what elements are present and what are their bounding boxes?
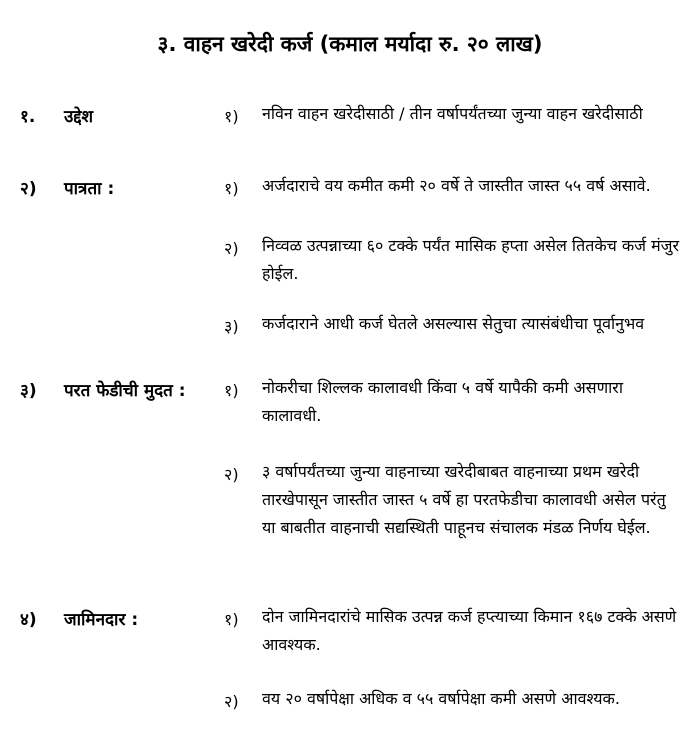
item-text: नोकरीचा शिल्लक कालावधी किंवा ५ वर्षे यापैकी कमी असणारा कालावधी. <box>262 378 623 425</box>
item-text: कर्जदाराने आधी कर्ज घेतले असल्यास सेतुचा त्यासंबंधीचा पूर्वानुभव <box>262 314 645 333</box>
item-number: १) <box>224 107 239 126</box>
item-text: नविन वाहन खरेदीसाठी / तीन वर्षापर्यंतच्या जुन्या वाहन खरेदीसाठी <box>262 104 643 123</box>
section-number: ३) <box>20 381 37 401</box>
item-number: २) <box>224 692 239 711</box>
item-number: २) <box>224 465 239 484</box>
item-number: १) <box>224 381 239 400</box>
item-number: १) <box>224 179 239 198</box>
section-number: १. <box>20 107 36 127</box>
section-number: २) <box>20 179 37 199</box>
item-text: अर्जदाराचे वय कमीत कमी २० वर्षे ते जास्तीत जास्त ५५ वर्ष असावे. <box>262 176 651 195</box>
page-title: ३. वाहन खरेदी कर्ज (कमाल मर्यादा रु. २० लाख) <box>157 32 543 56</box>
item-number: २) <box>224 239 239 258</box>
section-label: उद्देश <box>64 107 94 127</box>
item-text: दोन जामिनदारांचे मासिक उत्पन्न कर्ज हप्त्याच्या किमान १६७ टक्के असणे आवश्यक. <box>262 607 677 654</box>
section-label: परत फेडीची मुदत : <box>64 381 186 401</box>
item-text: वय २० वर्षापेक्षा अधिक व ५५ वर्षापेक्षा कमी असणे आवश्यक. <box>262 689 620 708</box>
section-number: ४) <box>20 610 37 630</box>
item-text: निव्वळ उत्पन्नाच्या ६० टक्के पर्यंत मासिक हप्ता असेल तितकेच कर्ज मंजुर होईल. <box>262 236 680 283</box>
section-label: पात्रता : <box>64 179 115 199</box>
section-label: जामिनदार : <box>64 610 139 630</box>
item-number: १) <box>224 610 239 629</box>
item-text: ३ वर्षापर्यंतच्या जुन्या वाहनाच्या खरेदीबाबत वाहनाच्या प्रथम खरेदी तारखेपासून जास्तीत जास्त ५ वर्षे हा परतफेडीचा कालावधी असेल परंतु या बाबतीत वाहनाची सद्यस्थिती पाहूनच संचालक मंडळ निर्णय घेईल. <box>262 462 666 537</box>
item-number: ३) <box>224 317 239 336</box>
